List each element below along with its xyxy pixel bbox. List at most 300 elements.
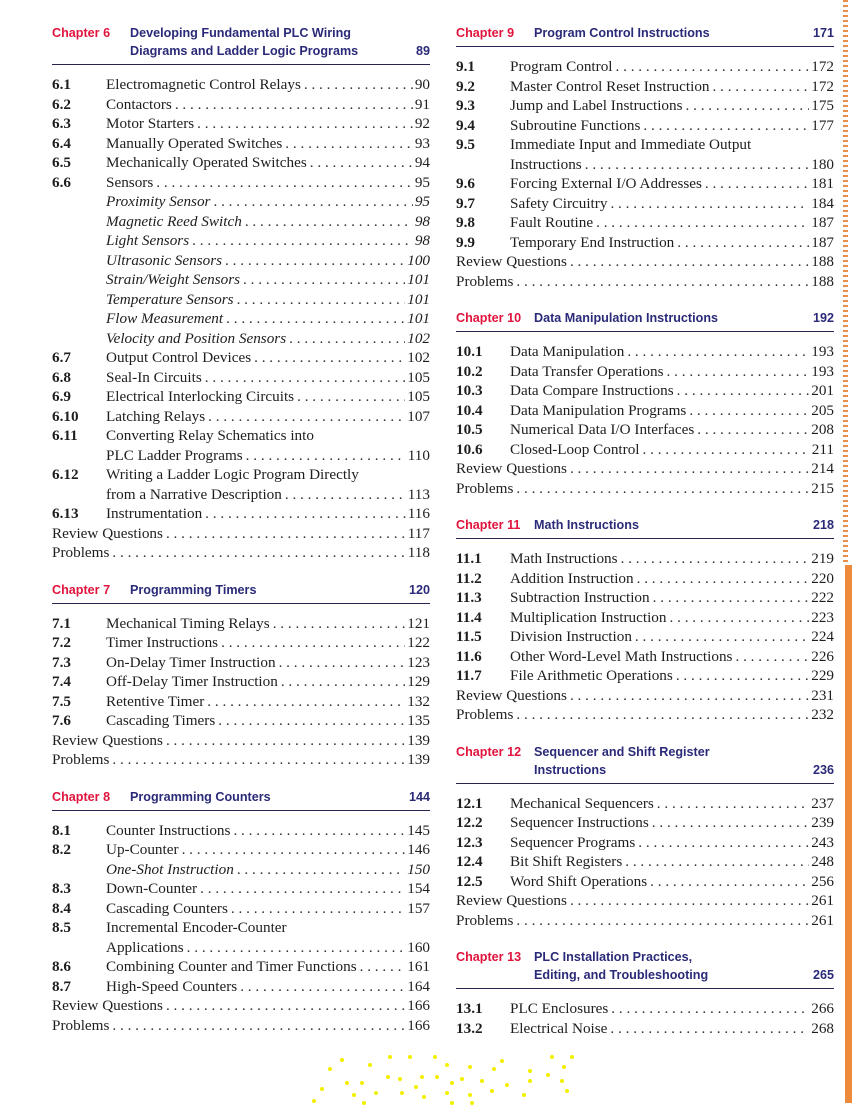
- toc-section-entry[interactable]: [52, 114, 430, 134]
- section-number: 9.8: [456, 214, 475, 231]
- chapter-heading[interactable]: [456, 743, 834, 784]
- toc-section-entry[interactable]: [52, 840, 430, 860]
- section-list: [456, 989, 834, 1038]
- toc-section-entry[interactable]: [52, 672, 430, 692]
- toc-endmatter-entry[interactable]: [456, 686, 834, 706]
- section-page-number: 146: [407, 841, 430, 858]
- section-title-text: Sequencer Instructions: [510, 814, 649, 831]
- sparkle-dot: [312, 1099, 316, 1103]
- dot-leader: [225, 251, 405, 271]
- section-title: [510, 116, 811, 136]
- toc-section-entry[interactable]: [52, 173, 430, 193]
- section-list: [456, 332, 834, 498]
- section-title: [106, 231, 415, 251]
- section-page-number: 98: [414, 232, 430, 249]
- section-number: 13.2: [456, 1019, 483, 1037]
- section-title: [106, 192, 415, 212]
- toc-section-entry[interactable]: [456, 77, 834, 97]
- section-title: [510, 627, 811, 647]
- toc-section-entry[interactable]: [456, 813, 834, 833]
- dot-leader: [611, 999, 809, 1019]
- section-number: 8.4: [52, 899, 71, 917]
- section-list: [52, 604, 430, 770]
- dot-leader: [670, 608, 810, 628]
- chapter-section: [52, 788, 430, 1036]
- toc-section-entry[interactable]: [52, 134, 430, 154]
- section-list: [456, 784, 834, 931]
- section-title: [106, 653, 407, 673]
- sparkle-dot: [492, 1067, 496, 1071]
- toc-section-entry[interactable]: [52, 899, 430, 919]
- section-list: [52, 65, 430, 563]
- section-title: [456, 272, 811, 292]
- section-title: [106, 860, 407, 880]
- toc-endmatter-entry[interactable]: [52, 1016, 430, 1036]
- toc-subsection-entry[interactable]: [52, 309, 430, 329]
- section-number: 12.1: [456, 794, 483, 812]
- section-page-number: 91: [414, 95, 430, 113]
- chapter-heading[interactable]: [456, 309, 834, 332]
- chapter-title: [534, 309, 813, 327]
- section-title-text: Velocity and Position Sensors: [106, 329, 287, 347]
- sparkle-dot: [560, 1079, 564, 1083]
- toc-section-entry[interactable]: [52, 957, 430, 977]
- chapter-label: Chapter 7: [52, 582, 111, 597]
- section-number: 10.3: [456, 382, 483, 399]
- section-page-number: 239: [811, 814, 834, 831]
- section-page-number: 132: [407, 692, 430, 710]
- section-page-number: 139: [407, 731, 430, 749]
- dot-leader: [667, 362, 810, 382]
- toc-section-entry[interactable]: [456, 1019, 834, 1039]
- toc-section-entry[interactable]: [456, 627, 834, 647]
- dot-leader: [570, 891, 809, 911]
- toc-section-entry[interactable]: [52, 426, 430, 446]
- sparkle-dot: [562, 1065, 566, 1069]
- section-title-text: Electromagnetic Control Relays: [106, 76, 301, 93]
- toc-endmatter-entry[interactable]: [456, 252, 834, 272]
- toc-section-entry[interactable]: [52, 95, 430, 115]
- section-page-number: 92: [414, 115, 430, 132]
- sparkle-dot: [422, 1095, 426, 1099]
- dot-leader: [310, 153, 413, 173]
- dot-leader: [197, 114, 413, 134]
- section-page-number: 101: [407, 310, 430, 327]
- toc-endmatter-entry[interactable]: [456, 272, 834, 292]
- section-title-text: Cascading Timers: [106, 712, 216, 729]
- sparkle-dot: [328, 1067, 332, 1071]
- toc-section-entry[interactable]: [456, 999, 834, 1019]
- toc-section-entry[interactable]: [456, 362, 834, 382]
- toc-section-entry-continued[interactable]: [52, 938, 430, 958]
- section-title: [510, 647, 811, 667]
- toc-section-entry[interactable]: [52, 879, 430, 899]
- toc-section-entry[interactable]: [456, 666, 834, 686]
- chapter-page-number: 218: [812, 518, 834, 532]
- section-number: 8.1: [52, 821, 71, 839]
- dot-leader: [516, 272, 809, 292]
- section-title-text: Other Word-Level Math Instructions: [510, 647, 733, 665]
- toc-endmatter-entry[interactable]: [52, 731, 430, 751]
- chapter-heading[interactable]: [52, 581, 430, 604]
- section-number: 7.1: [52, 614, 71, 632]
- toc-section-entry[interactable]: [456, 420, 834, 440]
- dot-leader: [677, 233, 809, 253]
- dot-leader: [156, 173, 413, 193]
- dot-leader: [233, 821, 405, 841]
- section-number: 6.1: [52, 76, 71, 93]
- toc-section-entry[interactable]: [52, 711, 430, 731]
- section-page-number: 223: [811, 608, 834, 626]
- toc-subsection-entry[interactable]: [52, 329, 430, 349]
- section-title: [510, 794, 811, 814]
- section-page-number: 154: [407, 880, 430, 897]
- section-title-text: from a Narrative Description: [106, 485, 282, 503]
- section-title-text: Electrical Interlocking Circuits: [106, 388, 295, 405]
- toc-section-entry[interactable]: [52, 348, 430, 368]
- chapter-section: [456, 24, 834, 291]
- dot-leader: [570, 459, 809, 479]
- sparkle-dot: [362, 1101, 366, 1105]
- toc-section-entry[interactable]: [52, 368, 430, 388]
- toc-section-entry[interactable]: [456, 233, 834, 253]
- toc-section-entry[interactable]: [52, 387, 430, 407]
- toc-subsection-entry[interactable]: [52, 192, 430, 212]
- section-title: [52, 750, 407, 770]
- section-page-number: 201: [811, 382, 834, 399]
- section-number: 6.4: [52, 134, 71, 152]
- toc-section-entry[interactable]: [456, 213, 834, 233]
- section-title: [510, 96, 811, 116]
- toc-left-column: [52, 24, 430, 1035]
- chapter-page-number: 171: [812, 26, 834, 40]
- dot-leader: [610, 1019, 809, 1039]
- section-list: [456, 539, 834, 725]
- section-title-continued: [106, 446, 408, 466]
- sparkle-dot: [445, 1063, 449, 1067]
- toc-section-entry[interactable]: [456, 135, 834, 155]
- section-number: 6.11: [52, 427, 78, 444]
- section-page-number: 164: [407, 977, 430, 995]
- toc-endmatter-entry[interactable]: [52, 750, 430, 770]
- section-title-text: Review Questions: [52, 997, 163, 1014]
- toc-section-entry[interactable]: [456, 174, 834, 194]
- toc-endmatter-entry[interactable]: [52, 996, 430, 1016]
- toc-subsection-entry[interactable]: [52, 231, 430, 251]
- chapter-title: [130, 24, 416, 60]
- toc-section-entry[interactable]: [52, 153, 430, 173]
- section-number: 11.5: [456, 628, 482, 645]
- sparkle-dot: [460, 1077, 464, 1081]
- section-title: [510, 999, 811, 1019]
- chapter-title: [130, 788, 409, 806]
- section-page-number: 222: [811, 589, 834, 606]
- toc-subsection-entry[interactable]: [52, 251, 430, 271]
- chapter-heading[interactable]: [456, 24, 834, 47]
- chapter-label: Chapter 8: [52, 789, 111, 804]
- section-title: [456, 911, 811, 931]
- sparkle-dot: [388, 1055, 392, 1059]
- toc-subsection-entry[interactable]: [52, 290, 430, 310]
- section-number: 6.13: [52, 505, 79, 522]
- section-page-number: 215: [811, 479, 834, 497]
- chapter-label: Chapter 6: [52, 26, 111, 40]
- chapter-title: [534, 24, 813, 42]
- section-title: [510, 569, 811, 589]
- dot-leader: [677, 381, 810, 401]
- section-title-text: Problems: [456, 706, 514, 723]
- dot-leader: [187, 938, 406, 958]
- toc-section-entry[interactable]: [456, 608, 834, 628]
- toc-section-entry-continued[interactable]: [456, 155, 834, 175]
- toc-endmatter-entry[interactable]: [456, 705, 834, 725]
- toc-subsection-entry[interactable]: [52, 860, 430, 880]
- sparkle-dot: [414, 1085, 418, 1089]
- section-title: [456, 252, 811, 272]
- toc-section-entry[interactable]: [456, 401, 834, 421]
- dot-leader: [243, 270, 405, 290]
- section-title-text: Light Sensors: [106, 232, 190, 249]
- toc-section-entry[interactable]: [52, 75, 430, 95]
- section-number: 6.3: [52, 115, 71, 132]
- chapter-title-line: Program Control Instructions: [534, 26, 710, 40]
- section-page-number: 188: [811, 253, 834, 270]
- toc-subsection-entry[interactable]: [52, 270, 430, 290]
- chapter-title-line: PLC Installation Practices,: [534, 950, 693, 964]
- section-page-number: 188: [811, 272, 834, 290]
- sparkle-dot: [400, 1091, 404, 1095]
- section-title: [510, 401, 811, 421]
- section-title-text: High-Speed Counters: [106, 977, 238, 995]
- dot-leader: [713, 77, 810, 97]
- dot-leader: [635, 627, 809, 647]
- toc-section-entry[interactable]: [456, 440, 834, 460]
- toc-endmatter-entry[interactable]: [52, 543, 430, 563]
- section-title-text: Applications: [106, 938, 184, 956]
- section-number: 12.2: [456, 814, 483, 831]
- section-title-text: Math Instructions: [510, 550, 618, 567]
- toc-section-entry[interactable]: [456, 342, 834, 362]
- section-title: [456, 479, 811, 499]
- section-title-text: Mechanical Sequencers: [510, 794, 654, 812]
- chapter-title-line: Math Instructions: [534, 518, 639, 532]
- section-title-text: Latching Relays: [106, 407, 206, 425]
- section-title-text: Counter Instructions: [106, 821, 231, 839]
- dot-leader: [516, 705, 809, 725]
- toc-section-entry[interactable]: [456, 381, 834, 401]
- section-title-text: Forcing External I/O Addresses: [510, 175, 702, 192]
- section-number: 13.1: [456, 1000, 483, 1017]
- toc-section-entry[interactable]: [456, 647, 834, 667]
- toc-section-entry[interactable]: [52, 504, 430, 524]
- section-page-number: 219: [811, 550, 834, 567]
- dot-leader: [175, 95, 413, 115]
- toc-endmatter-entry[interactable]: [456, 911, 834, 931]
- chapter-heading[interactable]: [52, 24, 430, 65]
- section-title-text: Magnetic Reed Switch: [106, 212, 242, 230]
- section-number: 8.6: [52, 958, 71, 975]
- section-page-number: 193: [811, 343, 834, 360]
- section-title: [510, 77, 811, 97]
- section-number: 10.5: [456, 421, 483, 438]
- toc-section-entry-continued[interactable]: [52, 485, 430, 505]
- section-title: [106, 387, 407, 407]
- toc-section-entry-continued[interactable]: [52, 446, 430, 466]
- section-title: [106, 899, 407, 919]
- toc-section-entry[interactable]: [456, 852, 834, 872]
- toc-section-entry[interactable]: [52, 977, 430, 997]
- toc-section-entry[interactable]: [52, 821, 430, 841]
- section-title-continued: [510, 155, 811, 175]
- section-title: [106, 879, 407, 899]
- section-page-number: 177: [811, 116, 834, 134]
- toc-section-entry[interactable]: [52, 614, 430, 634]
- sparkle-dot: [340, 1058, 344, 1062]
- sparkle-dot: [408, 1055, 412, 1059]
- section-title-continued: [106, 485, 408, 505]
- section-page-number: 116: [407, 505, 430, 522]
- toc-subsection-entry[interactable]: [52, 212, 430, 232]
- section-title-text: Timer Instructions: [106, 634, 219, 651]
- sparkle-dot: [450, 1081, 454, 1085]
- section-title-text: Closed-Loop Control: [510, 440, 640, 458]
- section-page-number: 90: [414, 76, 430, 93]
- section-title: [106, 407, 407, 427]
- toc-section-entry[interactable]: [52, 692, 430, 712]
- toc-section-entry[interactable]: [456, 569, 834, 589]
- dot-leader: [625, 852, 809, 872]
- section-title-text: Instrumentation: [106, 505, 203, 522]
- section-title: [510, 666, 811, 686]
- section-title: [106, 153, 415, 173]
- section-title: [510, 57, 811, 77]
- section-page-number: 266: [811, 1000, 834, 1017]
- toc-section-entry[interactable]: [456, 794, 834, 814]
- section-title: [106, 134, 415, 154]
- section-page-number: 150: [407, 860, 430, 878]
- section-page-number: 224: [811, 628, 834, 645]
- toc-endmatter-entry[interactable]: [456, 459, 834, 479]
- toc-section-entry[interactable]: [456, 588, 834, 608]
- dot-leader: [735, 647, 809, 667]
- toc-section-entry[interactable]: [456, 57, 834, 77]
- toc-section-entry[interactable]: [456, 96, 834, 116]
- section-number: 6.8: [52, 368, 71, 386]
- section-title-text: Output Control Devices: [106, 349, 252, 366]
- section-number: 12.5: [456, 872, 483, 890]
- section-title: [106, 957, 407, 977]
- section-title: [456, 705, 811, 725]
- dot-leader: [297, 387, 405, 407]
- chapter-title-line: Instructions: [534, 762, 607, 777]
- toc-section-entry[interactable]: [52, 918, 430, 938]
- dot-leader: [192, 231, 413, 251]
- section-number: 8.3: [52, 880, 71, 897]
- dot-leader: [221, 633, 405, 653]
- chapter-title-line: Developing Fundamental PLC Wiring: [130, 26, 351, 40]
- sparkle-dot: [345, 1081, 349, 1085]
- chapter-heading[interactable]: [52, 788, 430, 811]
- toc-section-entry[interactable]: [456, 549, 834, 569]
- section-page-number: 220: [811, 569, 834, 587]
- section-title: [456, 459, 811, 479]
- section-title: [106, 672, 407, 692]
- dot-leader: [166, 731, 405, 751]
- section-number: 9.6: [456, 175, 475, 192]
- dot-leader: [637, 569, 810, 589]
- section-title: [106, 309, 407, 329]
- section-page-number: 261: [811, 892, 834, 909]
- section-title: [106, 977, 407, 997]
- toc-endmatter-entry[interactable]: [52, 524, 430, 544]
- dot-leader: [705, 174, 809, 194]
- sparkle-dot: [320, 1087, 324, 1091]
- section-page-number: 172: [811, 77, 834, 95]
- toc-section-entry[interactable]: [52, 653, 430, 673]
- dot-leader: [237, 860, 405, 880]
- section-number: 10.1: [456, 343, 483, 360]
- dot-leader: [686, 96, 810, 116]
- section-title-text: Division Instruction: [510, 628, 632, 645]
- toc-endmatter-entry[interactable]: [456, 479, 834, 499]
- section-title-text: Fault Routine: [510, 214, 594, 231]
- section-page-number: 211: [811, 440, 834, 458]
- chapter-heading[interactable]: [456, 516, 834, 539]
- chapter-page-number: 192: [812, 311, 834, 325]
- section-title-text: Problems: [456, 911, 514, 929]
- section-page-number: 172: [811, 58, 834, 75]
- section-title: [106, 426, 430, 446]
- section-title: [106, 290, 407, 310]
- dot-leader: [585, 155, 810, 175]
- chapter-heading[interactable]: [456, 948, 834, 989]
- section-number: 6.12: [52, 466, 79, 483]
- section-title-text: Data Manipulation Programs: [510, 401, 687, 419]
- section-title-text: Mechanical Timing Relays: [106, 614, 270, 632]
- section-title-text: Electrical Noise: [510, 1019, 608, 1037]
- section-title-text: Problems: [456, 479, 514, 497]
- section-title-text: Proximity Sensor: [106, 193, 211, 210]
- toc-section-entry[interactable]: [456, 872, 834, 892]
- dot-leader: [643, 116, 809, 136]
- section-number: 7.6: [52, 712, 71, 729]
- section-title-text: Problems: [52, 1016, 110, 1034]
- toc-section-entry[interactable]: [456, 116, 834, 136]
- sparkle-dot: [550, 1055, 554, 1059]
- toc-section-entry[interactable]: [456, 833, 834, 853]
- dot-leader: [652, 813, 809, 833]
- toc-section-entry[interactable]: [456, 194, 834, 214]
- toc-endmatter-entry[interactable]: [456, 891, 834, 911]
- chapter-section: [52, 24, 430, 563]
- section-title-text: Multiplication Instruction: [510, 608, 667, 626]
- section-page-number: 117: [407, 524, 430, 542]
- section-page-number: 166: [407, 997, 430, 1014]
- dot-leader: [570, 252, 809, 272]
- sparkle-dot: [470, 1101, 474, 1105]
- page-edge-orange-tab: [845, 565, 852, 1103]
- toc-section-entry[interactable]: [52, 407, 430, 427]
- dot-leader: [237, 290, 406, 310]
- toc-section-entry[interactable]: [52, 633, 430, 653]
- section-title-text: Mechanically Operated Switches: [106, 154, 307, 171]
- section-number: 10.2: [456, 362, 483, 380]
- section-title-continued: [106, 938, 407, 958]
- dot-leader: [218, 711, 405, 731]
- toc-section-entry[interactable]: [52, 465, 430, 485]
- section-page-number: 95: [414, 173, 430, 191]
- section-number: 9.5: [456, 136, 475, 153]
